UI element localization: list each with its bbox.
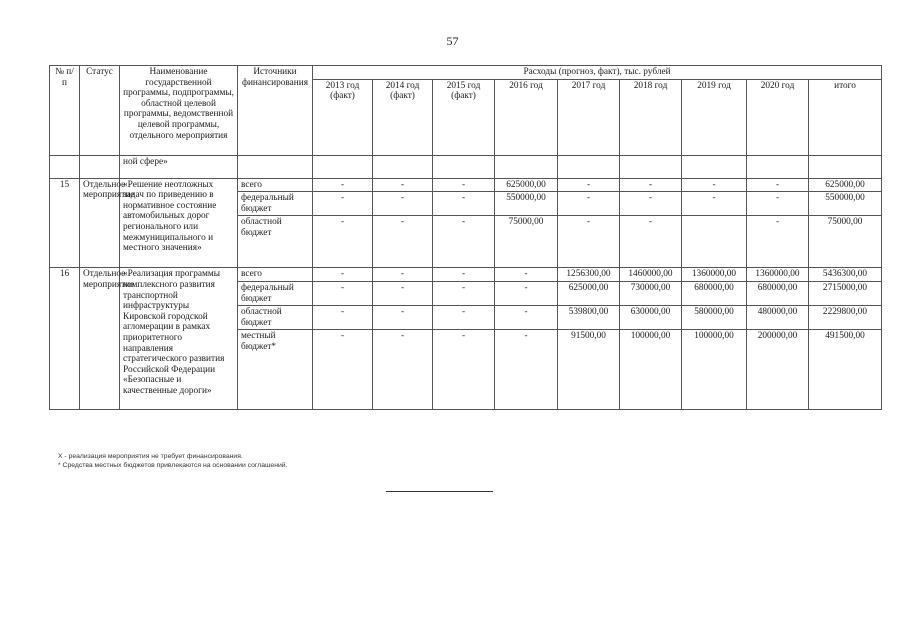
header-year-2018: 2018 год	[620, 79, 682, 155]
budget-table	[49, 65, 882, 410]
value-cell: -	[433, 330, 495, 410]
value-cell: -	[313, 268, 373, 282]
value-cell: -	[620, 216, 682, 268]
value-cell: -	[495, 281, 558, 305]
page-number: 57	[446, 34, 459, 48]
value-cell: -	[558, 216, 620, 268]
value-cell: -	[682, 178, 747, 192]
value-cell: -	[373, 306, 433, 330]
value-cell: 1256300,00	[558, 268, 620, 282]
header-year-2017: 2017 год	[558, 79, 620, 155]
value-cell: -	[558, 192, 620, 216]
entry-status: Отдельное мероприятие	[80, 178, 120, 268]
continuation-row	[50, 155, 882, 178]
value-cell: -	[433, 268, 495, 282]
value-cell: 480000,00	[747, 306, 809, 330]
source-cell: всего	[238, 268, 313, 282]
total-cell: 550000,00	[809, 192, 882, 216]
value-cell: -	[433, 178, 495, 192]
value-cell: -	[433, 192, 495, 216]
value-cell: 680000,00	[747, 281, 809, 305]
source-cell: федеральный бюджет	[238, 192, 313, 216]
value-cell: -	[373, 281, 433, 305]
value-cell: -	[433, 306, 495, 330]
header-num: № п/п	[50, 66, 80, 156]
total-cell: 625000,00	[809, 178, 882, 192]
header-year-2016: 2016 год	[495, 79, 558, 155]
header-expenses: Расходы (прогноз, факт), тыс. рублей	[313, 66, 882, 80]
value-cell: -	[313, 330, 373, 410]
value-cell: 1460000,00	[620, 268, 682, 282]
source-cell: областной бюджет	[238, 306, 313, 330]
value-cell: 550000,00	[495, 192, 558, 216]
value-cell: -	[433, 281, 495, 305]
value-cell: -	[433, 216, 495, 268]
value-cell: -	[495, 306, 558, 330]
header-year-2014: 2014 год (факт)	[373, 79, 433, 155]
table-row	[50, 178, 882, 192]
value-cell: 100000,00	[682, 330, 747, 410]
header-year-2013: 2013 год (факт)	[313, 79, 373, 155]
total-cell: 2229800,00	[809, 306, 882, 330]
value-cell: 730000,00	[620, 281, 682, 305]
value-cell: -	[313, 306, 373, 330]
value-cell: 580000,00	[682, 306, 747, 330]
value-cell: 680000,00	[682, 281, 747, 305]
footnotes	[58, 452, 287, 470]
value-cell: -	[373, 192, 433, 216]
table-row	[50, 268, 882, 282]
value-cell: -	[747, 192, 809, 216]
entry-name: «Решение неотложных задач по приведению в нормативное состояние автомобильных дорог регионального или межмуниципального и местного значения»	[120, 178, 238, 268]
separator-line	[386, 491, 493, 492]
total-cell: 2715000,00	[809, 281, 882, 305]
value-cell: -	[373, 216, 433, 268]
value-cell: -	[313, 178, 373, 192]
value-cell: -	[747, 216, 809, 268]
value-cell: -	[620, 192, 682, 216]
value-cell: 625000,00	[495, 178, 558, 192]
entry-num: 16	[50, 268, 80, 410]
value-cell: 630000,00	[620, 306, 682, 330]
source-cell: местный бюджет*	[238, 330, 313, 410]
value-cell: -	[313, 216, 373, 268]
footnote: Х - реализация мероприятия не требует финансирования.	[58, 453, 243, 460]
value-cell: 91500,00	[558, 330, 620, 410]
value-cell: -	[747, 178, 809, 192]
value-cell: -	[373, 330, 433, 410]
header-name: Наименование государственной программы, подпрограммы, областной целевой программы, ведомственной целевой программы, отдельного мероприятия	[120, 66, 238, 156]
value-cell: 625000,00	[558, 281, 620, 305]
value-cell: -	[373, 178, 433, 192]
value-cell: 1360000,00	[747, 268, 809, 282]
header-year-2015: 2015 год (факт)	[433, 79, 495, 155]
footnote: * Средства местных бюджетов привлекаются на основании соглашений.	[58, 462, 288, 469]
value-cell: 539800,00	[558, 306, 620, 330]
value-cell: -	[682, 192, 747, 216]
total-cell: 491500,00	[809, 330, 882, 410]
total-cell: 5436300,00	[809, 268, 882, 282]
value-cell: -	[495, 268, 558, 282]
source-cell: областной бюджет	[238, 216, 313, 268]
value-cell	[682, 216, 747, 268]
header-status: Статус	[80, 66, 120, 156]
value-cell: 75000,00	[495, 216, 558, 268]
entry-num: 15	[50, 178, 80, 268]
value-cell: -	[620, 178, 682, 192]
entry-status: Отдельное мероприятие	[80, 268, 120, 410]
value-cell: -	[495, 330, 558, 410]
header-source: Источники финансирования	[238, 66, 313, 156]
value-cell: -	[558, 178, 620, 192]
header-year-2019: 2019 год	[682, 79, 747, 155]
header-total: итого	[809, 79, 882, 155]
value-cell: 200000,00	[747, 330, 809, 410]
value-cell: 1360000,00	[682, 268, 747, 282]
source-cell: всего	[238, 178, 313, 192]
continuation-text: ной сфере»	[120, 155, 238, 178]
value-cell: -	[373, 268, 433, 282]
value-cell: 100000,00	[620, 330, 682, 410]
value-cell: -	[313, 281, 373, 305]
header-row-1	[50, 66, 882, 80]
value-cell: -	[313, 192, 373, 216]
total-cell: 75000,00	[809, 216, 882, 268]
entry-name: «Реализация программы комплексного развития транспортной инфраструктуры Кировской городской агломерации в рамках приоритетного направления стратегического развития Российской Федерации «Безопасные и качественные дороги»	[120, 268, 238, 410]
header-year-2020: 2020 год	[747, 79, 809, 155]
source-cell: федеральный бюджет	[238, 281, 313, 305]
